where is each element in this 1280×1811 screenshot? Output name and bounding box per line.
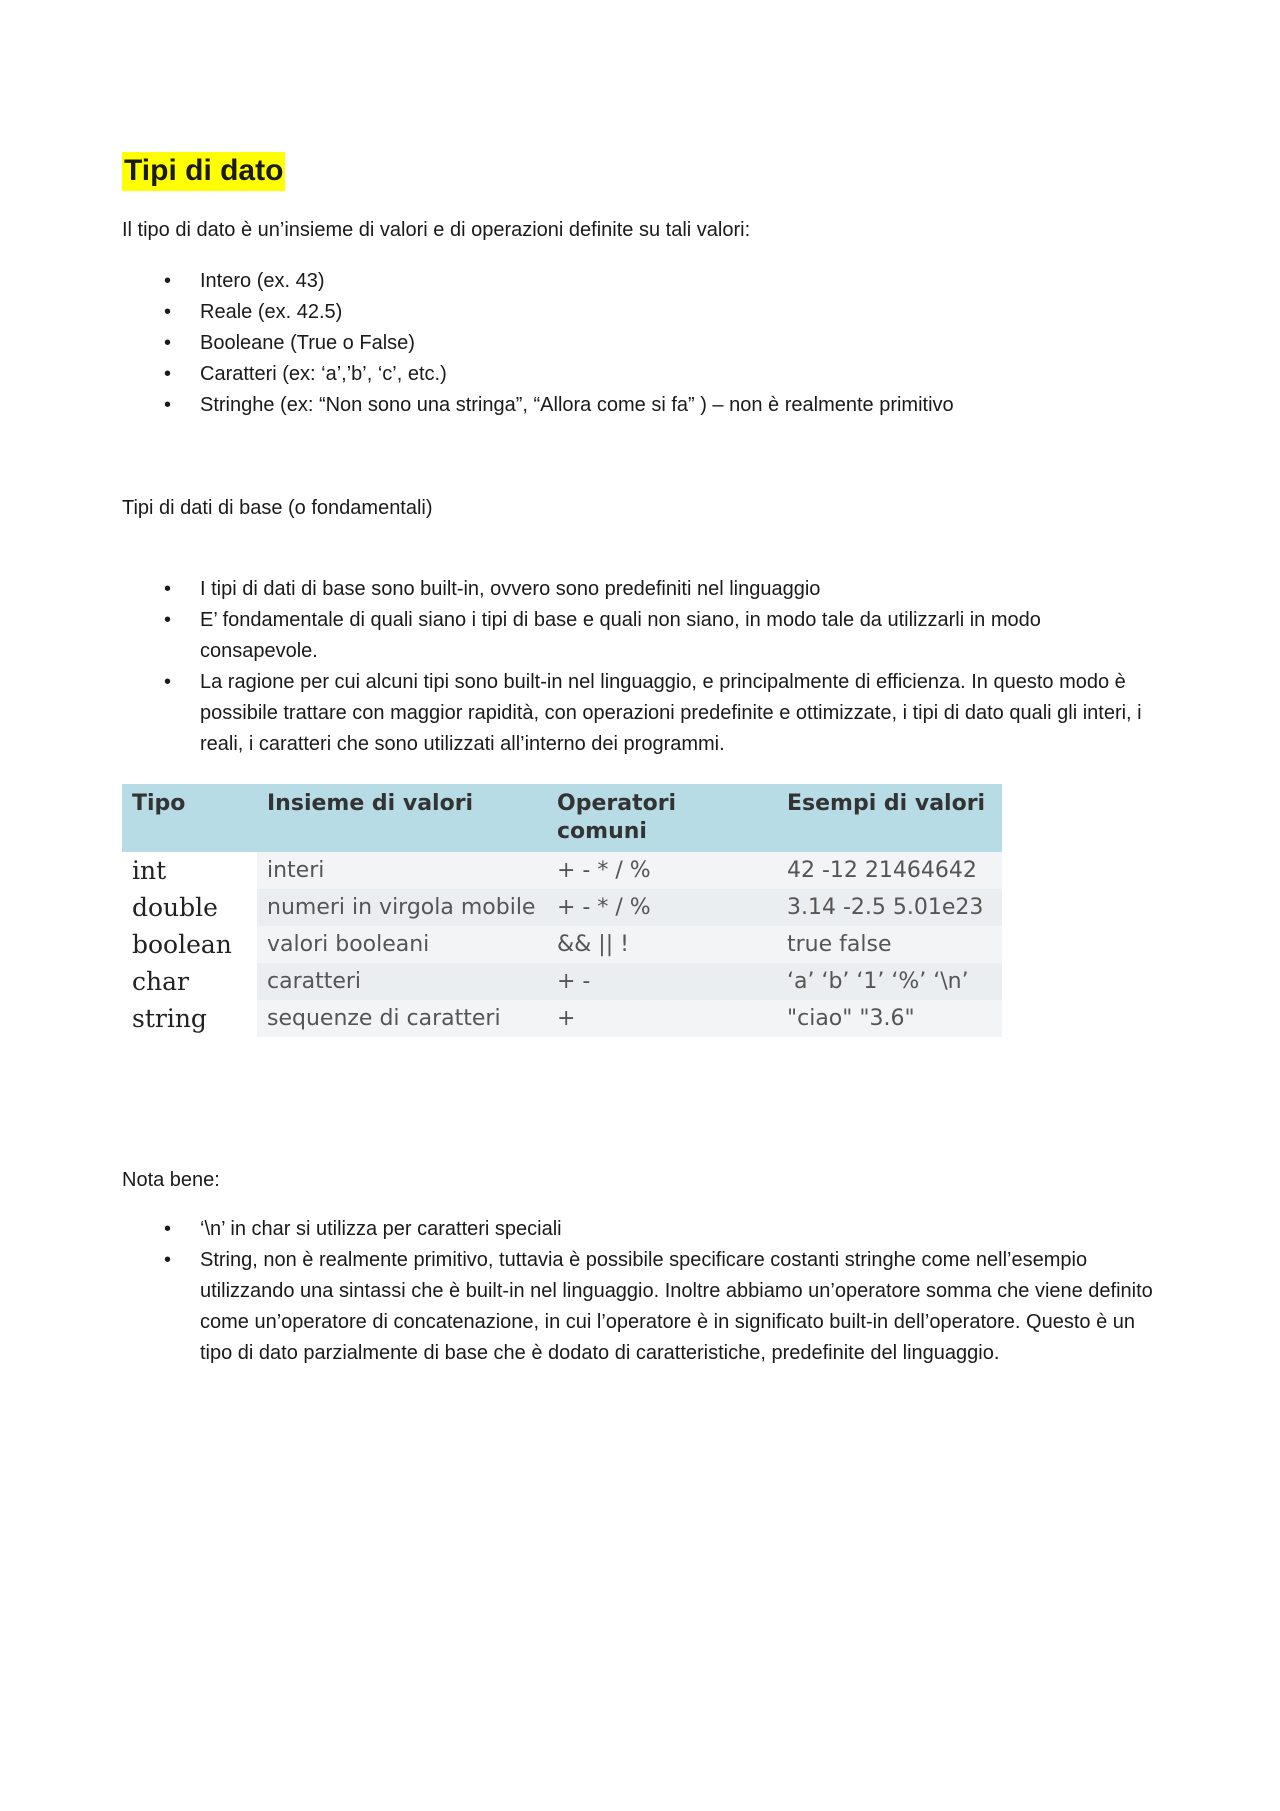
- base-types-list: [122, 574, 1162, 760]
- cell-values: numeri in virgola mobile: [257, 889, 547, 926]
- bullet-icon: •: [164, 578, 172, 600]
- types-table-image: [122, 784, 1002, 1037]
- notes-list: [122, 1214, 1162, 1369]
- cell-examples: ‘a’ ‘b’ ‘1’ ‘%’ ‘\n’: [777, 963, 1002, 1000]
- cell-operators: +: [557, 1006, 576, 1031]
- table-row: [122, 926, 1002, 963]
- cell-examples: 42 -12 21464642: [787, 858, 977, 883]
- table-header-row: [122, 784, 1002, 852]
- types-table: [122, 784, 1002, 1037]
- bullet-icon: •: [164, 609, 172, 631]
- cell-values: caratteri: [257, 963, 547, 1000]
- list-item: • Booleane (True o False): [122, 328, 1162, 359]
- bullet-icon: •: [164, 671, 172, 693]
- list-item: • I tipi di dati di base sono built-in, ovvero sono predefiniti nel linguaggio: [122, 574, 1162, 605]
- cell-type: int: [122, 852, 257, 889]
- cell-operators: + -: [547, 963, 777, 1000]
- cell-operators: + - * / %: [547, 889, 777, 926]
- table-row: [122, 963, 1002, 1000]
- header-esempi: Esempi di valori: [777, 784, 1002, 852]
- cell-operators: && || !: [557, 932, 629, 957]
- header-tipo: Tipo: [122, 784, 257, 852]
- table-row: [122, 889, 1002, 926]
- bullet-icon: •: [164, 270, 172, 292]
- page-title: Tipi di dato: [122, 152, 285, 191]
- bullet-icon: •: [164, 1249, 172, 1271]
- list-item: • String, non è realmente primitivo, tuttavia è possibile specificare costanti stringhe come nell’esempio utilizzando una sintassi che è built-in nel linguaggio. Inoltre abbiamo un’operatore somma che viene definito come un’operatore di concatenazione, in cui l’operatore è in significato built-in dell’operatore. Questo è un tipo di dato parzialmente di base che è dodato di caratteristiche, predefinite del linguaggio.: [122, 1245, 1162, 1369]
- table-row: [122, 852, 1002, 889]
- bullet-icon: •: [164, 363, 172, 385]
- list-item: • Reale (ex. 42.5): [122, 297, 1162, 328]
- cell-type: string: [122, 1000, 257, 1037]
- bullet-icon: •: [164, 1218, 172, 1240]
- cell-operators: + - * / %: [557, 858, 651, 883]
- bullet-icon: •: [164, 394, 172, 416]
- list-item: • Stringhe (ex: “Non sono una stringa”, “Allora come si fa” ) – non è realmente primitivo: [122, 390, 1162, 421]
- cell-type: char: [122, 963, 257, 1000]
- primitive-types-list: [122, 266, 1162, 421]
- intro-paragraph: Il tipo di dato è un’insieme di valori e di operazioni definite su tali valori:: [122, 219, 751, 241]
- cell-examples: "ciao" "3.6": [787, 1006, 915, 1031]
- cell-values: sequenze di caratteri: [267, 1006, 501, 1031]
- list-item: • Caratteri (ex: ‘a’,’b’, ‘c’, etc.): [122, 359, 1162, 390]
- list-item: • La ragione per cui alcuni tipi sono built-in nel linguaggio, e principalmente di efficienza. In questo modo è possibile trattare con maggior rapidità, con operazioni predefinite e ottimizzate, i tipi di dato quali gli interi, i reali, i caratteri che sono utilizzati all’interno dei programmi.: [122, 667, 1162, 760]
- cell-values: interi: [267, 858, 325, 883]
- table-row: [122, 1000, 1002, 1037]
- cell-examples: 3.14 -2.5 5.01e23: [777, 889, 1002, 926]
- cell-values: valori booleani: [267, 932, 430, 957]
- bullet-icon: •: [164, 332, 172, 354]
- cell-examples: true false: [787, 932, 892, 957]
- header-operatori: Operatori comuni: [547, 784, 777, 852]
- cell-type: double: [122, 889, 257, 926]
- header-insieme: Insieme di valori: [257, 784, 547, 852]
- list-item: • Intero (ex. 43): [122, 266, 1162, 297]
- bullet-icon: •: [164, 301, 172, 323]
- list-item: • ‘\n’ in char si utilizza per caratteri speciali: [122, 1214, 1162, 1245]
- section-heading: Tipi di dati di base (o fondamentali): [122, 497, 433, 519]
- cell-type: boolean: [122, 926, 257, 963]
- list-item: • E’ fondamentale di quali siano i tipi di base e quali non siano, in modo tale da utilizzarli in modo consapevole.: [122, 605, 1162, 667]
- note-heading: Nota bene:: [122, 1169, 220, 1191]
